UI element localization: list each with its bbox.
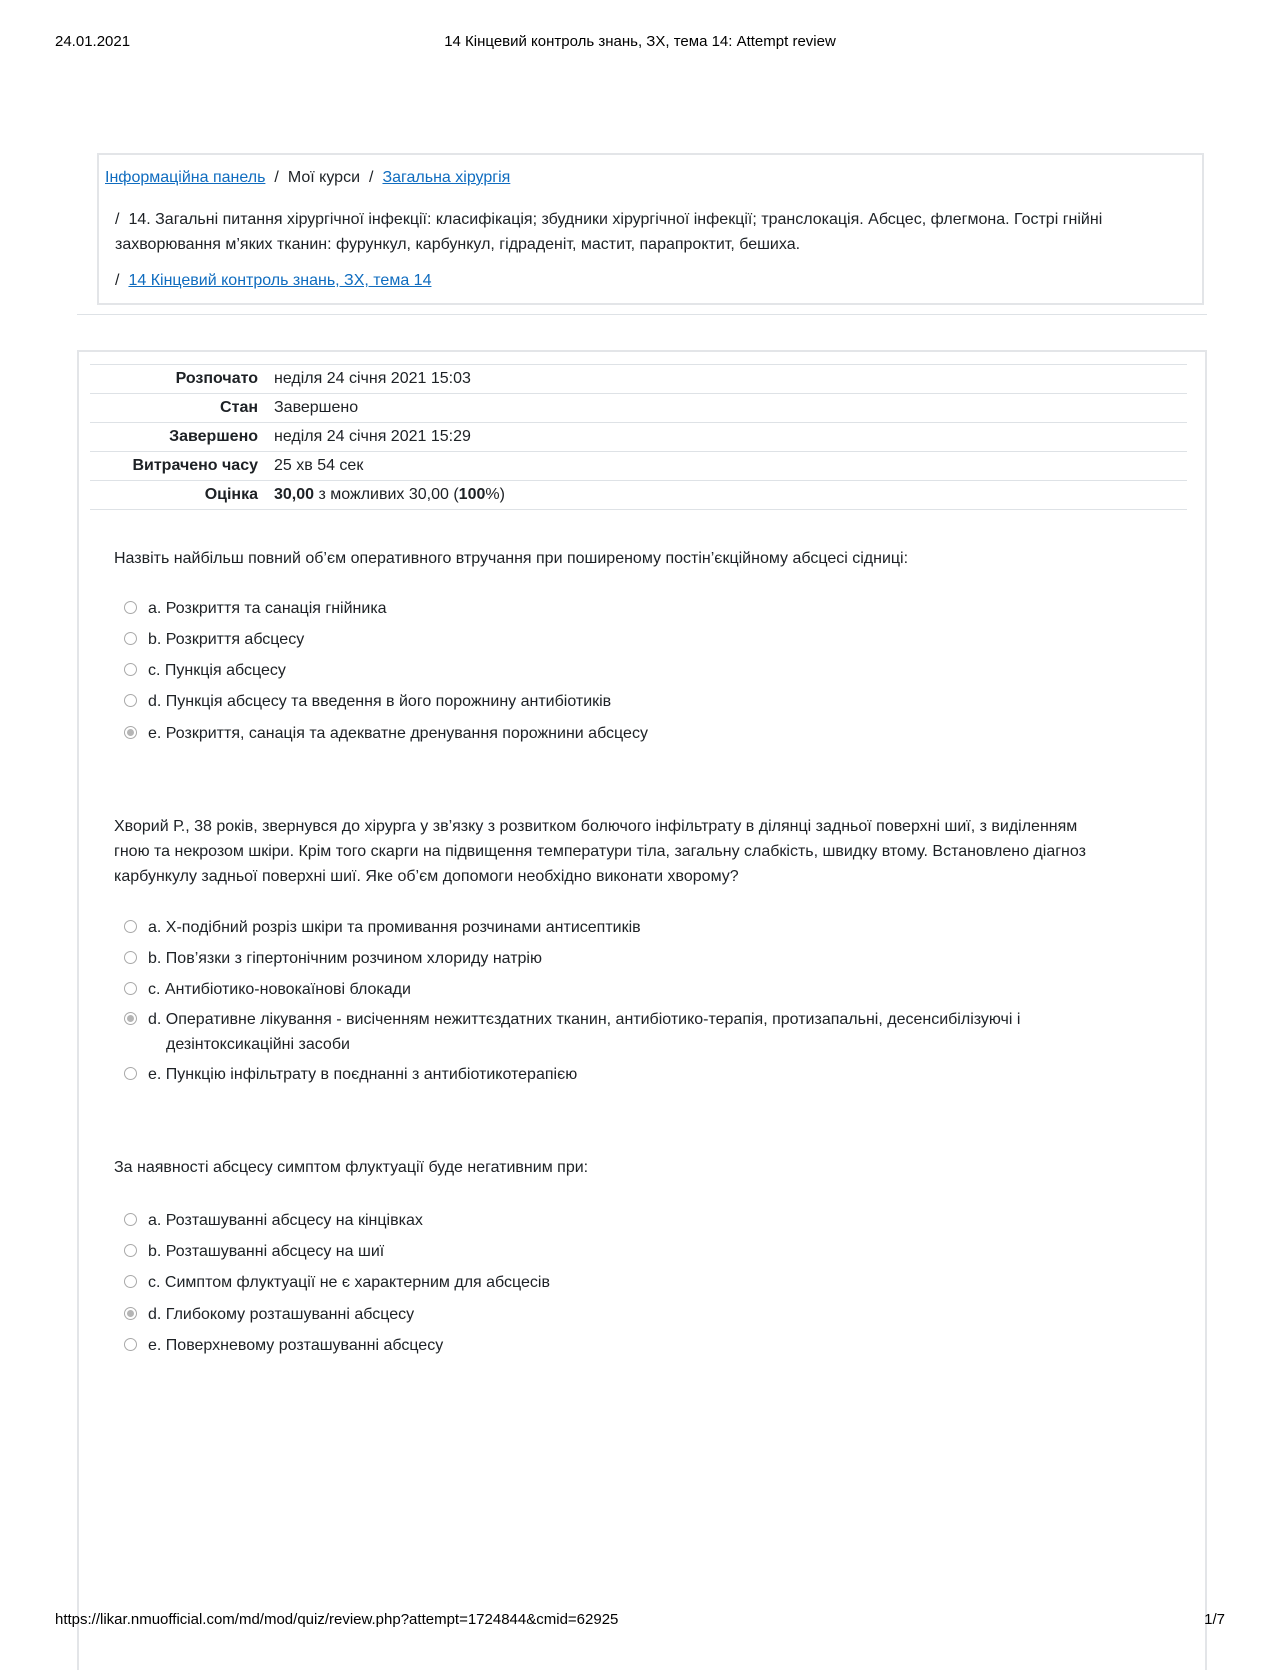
answer-label [148,977,1108,1002]
answer-letter: e. [148,725,162,742]
question-2 [114,814,1114,889]
summary-value: неділя 24 січня 2021 15:29 [274,423,1187,452]
radio-button[interactable] [124,1213,137,1226]
answer-letter: a. [148,600,162,617]
answer-text: Пункція абсцесу [164,662,286,679]
answer-text: Розкриття, санація та адекватне дренування порожнини абсцесу [165,725,648,742]
answer-letter: d. [148,1306,162,1323]
radio-button[interactable] [124,1338,137,1351]
answer-label [148,596,1108,621]
breadcrumb-separator: / [115,272,120,289]
answer-text: Розкриття абсцесу [165,631,305,648]
answer-letter: e. [148,1337,162,1354]
answer-text: Симптом флуктуації не є характерним для абсцесів [164,1274,550,1291]
answer-label [148,658,1108,683]
answer-letter: d. [148,693,162,710]
summary-value: 25 хв 54 сек [274,452,1187,481]
answer-text: Пункцію інфільтрату в поєднанні з антибіотикотерапією [165,1066,578,1083]
radio-button[interactable] [124,694,137,707]
breadcrumb-separator: / [274,169,279,186]
radio-button-checked[interactable] [124,726,137,739]
answer-text: Пункція абсцесу та введення в його порожнину антибіотиків [165,693,612,710]
answer-text: Розташуванні абсцесу на кінцівках [165,1212,423,1229]
print-url: https://likar.nmuofficial.com/md/mod/quiz/review.php?attempt=1724844&cmid=62925 [55,1611,619,1628]
answer-label [148,1333,1108,1358]
answer-letter: a. [148,1212,162,1229]
answer-letter: d. [148,1011,162,1028]
print-page-number: 1/7 [1204,1611,1225,1628]
breadcrumb-course-link[interactable]: Загальна хірургія [382,169,511,186]
answer-label [148,627,1108,652]
summary-label: Оцінка [90,481,274,510]
print-date: 24.01.2021 [55,33,131,50]
grade-middle: з можливих 30,00 ( [314,486,459,503]
answer-letter: b. [148,631,162,648]
breadcrumb-separator: / [115,211,120,228]
answer-text: Оперативне лікування - висіченням нежиттєздатних тканин, антибіотико-терапія, протизапальні, десенсибілізуючі і дезінтоксикаційні засоби [165,1011,1021,1053]
answer-letter: c. [148,981,161,998]
summary-row-grade [90,481,1187,510]
answer-text: Х-подібний розріз шкіри та промивання розчинами антисептиків [165,919,641,936]
answer-text: Глибокому розташуванні абсцесу [165,1306,415,1323]
answer-label [148,1208,1108,1233]
answer-label [148,1007,1126,1057]
radio-button-checked[interactable] [124,1307,137,1320]
summary-value: неділя 24 січня 2021 15:03 [274,365,1187,394]
print-title: 14 Кінцевий контроль знань, ЗХ, тема 14: Attempt review [444,33,836,50]
answer-letter: c. [148,1274,161,1291]
summary-label: Стан [90,394,274,423]
summary-grade-value [274,481,1187,510]
answer-label [148,1302,1108,1327]
summary-row-completed [90,423,1187,452]
summary-label: Розпочато [90,365,274,394]
page-divider [77,314,1207,315]
question-3 [114,1155,1114,1180]
breadcrumb-dashboard-link[interactable]: Інформаційна панель [105,169,266,186]
answer-text: Розкриття та санація гнійника [165,600,387,617]
radio-button[interactable] [124,982,137,995]
attempt-summary-table [90,364,1187,510]
answer-label [148,1239,1108,1264]
answer-label [148,946,1108,971]
breadcrumb-my-courses: Мої курси [287,169,361,186]
answer-letter: b. [148,1243,162,1260]
summary-row-started [90,365,1187,394]
answer-letter: b. [148,950,162,967]
answer-label [148,915,1108,940]
summary-row-state [90,394,1187,423]
breadcrumb-line-3 [115,272,431,290]
summary-label: Витрачено часу [90,452,274,481]
answer-text: Антибіотико-новокаїнові блокади [164,981,411,998]
breadcrumb-section: 14. Загальні питання хірургічної інфекції: класифікація; збудники хірургічної інфекції; транслокація. Абсцес, флегмона. Гострі гнійні захворювання м’яких тканин: фурункул, карбункул, гідраденіт, мастит, парапроктит, бешиха. [115,211,1103,253]
breadcrumb-quiz-link[interactable]: 14 Кінцевий контроль знань, ЗХ, тема 14 [128,272,432,289]
radio-button[interactable] [124,1067,137,1080]
answer-label [148,1062,1108,1087]
answer-letter: a. [148,919,162,936]
grade-end: %) [485,486,505,503]
grade-score: 30,00 [274,486,315,503]
question-text: Хворий Р., 38 років, звернувся до хірурга у зв’язку з розвитком болючого інфільтрату в ділянці задньої поверхні шиї, з виділенням гною та некрозом шкіри. Крім того скарги на підвищення температури тіла, загальну слабкість, швидку втому. Встановлено діагноз карбункулу задньої поверхні шиї. Яке об’єм допомоги необхідно виконати хворому? [114,818,1086,885]
answer-letter: e. [148,1066,162,1083]
radio-button[interactable] [124,951,137,964]
question-text: Назвіть найбільш повний об’єм оперативного втручання при поширеному постін’єкційному абсцесі сідниці: [114,550,909,567]
summary-label: Завершено [90,423,274,452]
answer-text: Пов’язки з гіпертонічним розчином хлориду натрію [165,950,542,967]
answer-label [148,1270,1108,1295]
grade-percent: 100 [458,486,486,503]
question-1 [114,546,1114,571]
radio-button[interactable] [124,601,137,614]
answer-letter: c. [148,662,161,679]
summary-row-time [90,452,1187,481]
answer-label [148,721,1108,746]
summary-value: Завершено [274,394,1187,423]
print-footer [55,1611,1225,1631]
radio-button[interactable] [124,1244,137,1257]
radio-button[interactable] [124,920,137,933]
breadcrumb-separator: / [369,169,374,186]
breadcrumb [97,153,1204,305]
radio-button[interactable] [124,1275,137,1288]
answer-label [148,689,1108,714]
answer-text: Поверхневому розташуванні абсцесу [165,1337,444,1354]
radio-button-checked[interactable] [124,1012,137,1025]
radio-button[interactable] [124,632,137,645]
print-header [55,33,1225,53]
breadcrumb-line-2 [115,207,1190,257]
breadcrumb-line-1 [105,169,510,187]
question-text: За наявності абсцесу симптом флуктуації буде негативним при: [114,1159,589,1176]
answer-text: Розташуванні абсцесу на шиї [165,1243,385,1260]
radio-button[interactable] [124,663,137,676]
